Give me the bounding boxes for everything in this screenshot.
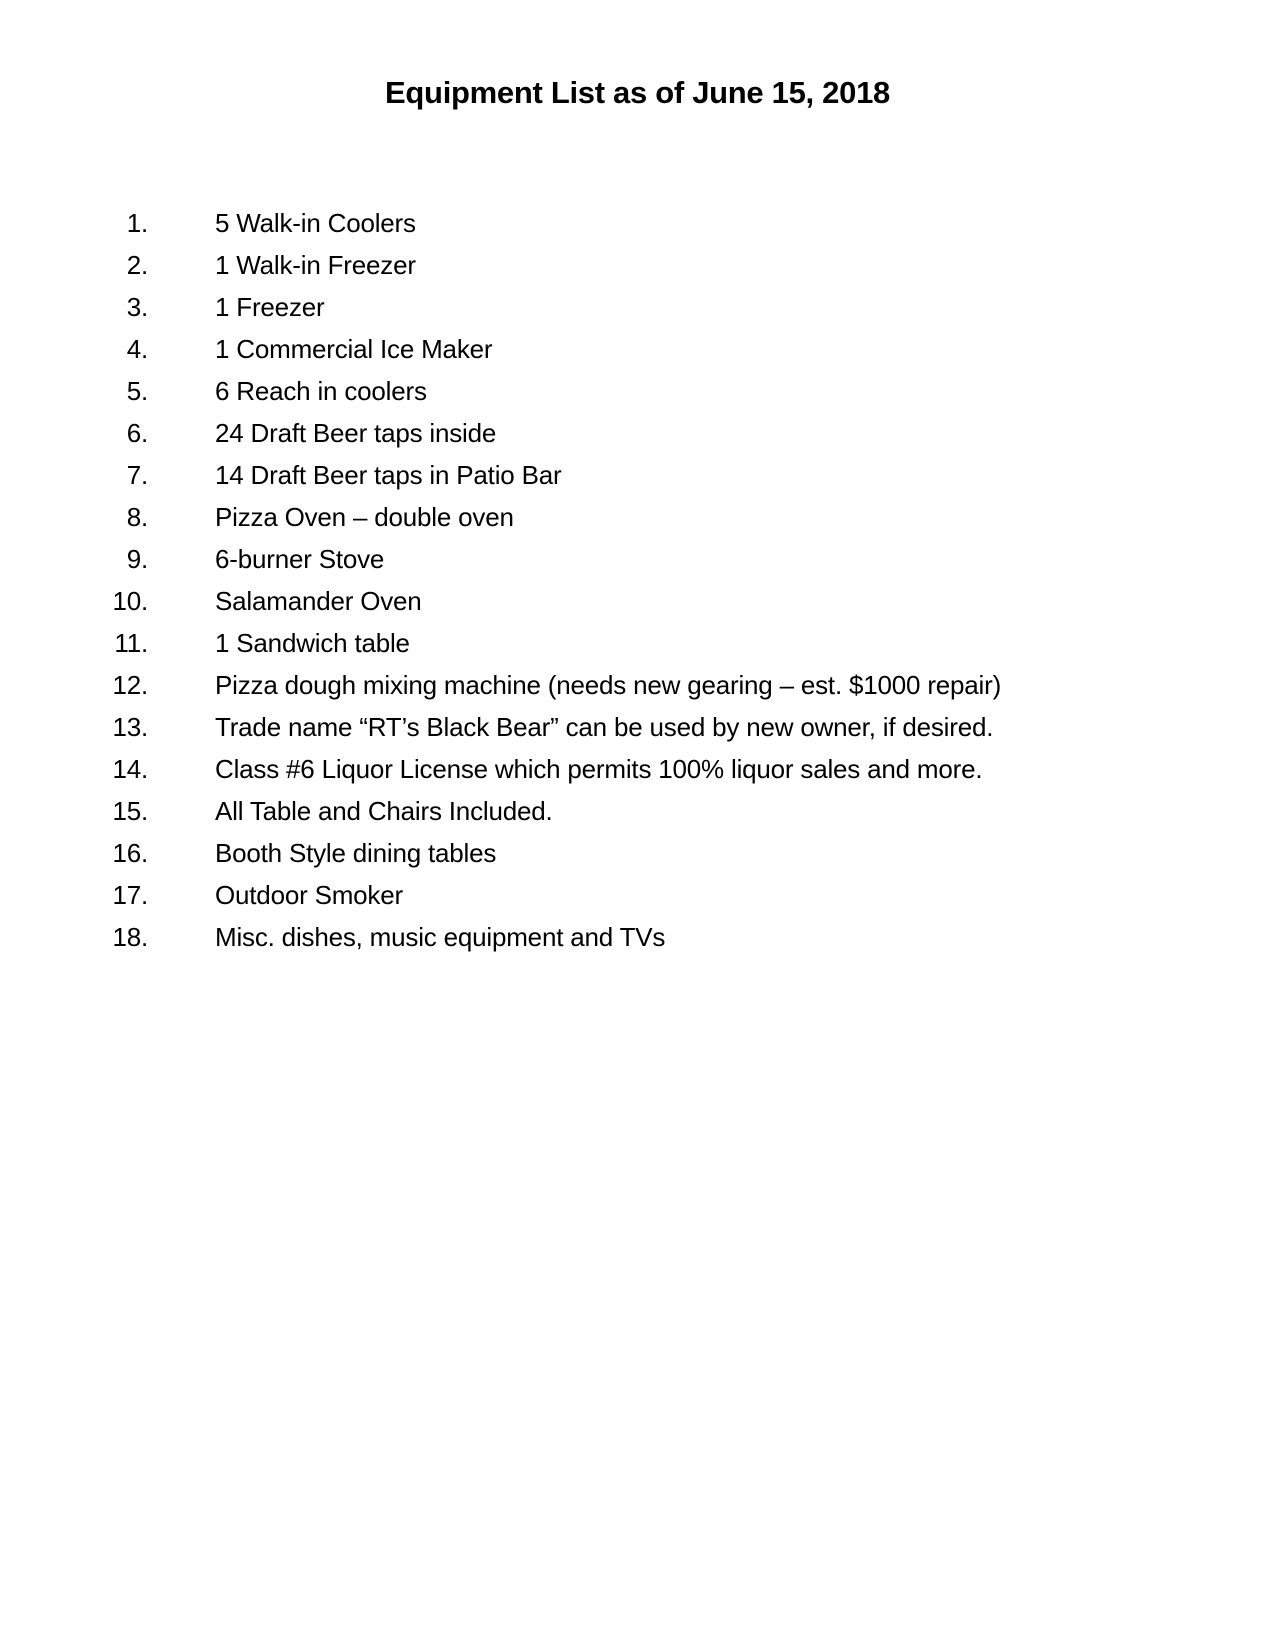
list-item-number: 11. (114, 628, 148, 658)
list-item-number: 12. (112, 670, 148, 700)
list-item (0, 244, 1275, 286)
list-item-number: 17. (112, 880, 148, 910)
list-item (0, 370, 1275, 412)
list-item (0, 454, 1275, 496)
list-item (0, 916, 1275, 958)
list-item (0, 832, 1275, 874)
list-item-number: 7. (126, 460, 148, 490)
list-item-text: 24 Draft Beer taps inside (215, 418, 497, 448)
list-item-text: Pizza Oven – double oven (215, 502, 514, 532)
list-item-text: All Table and Chairs Included. (215, 796, 553, 826)
list-item-text: 1 Freezer (215, 292, 325, 322)
equipment-list (0, 202, 1275, 958)
list-item-number: 6. (126, 418, 148, 448)
list-item-text: 6-burner Stove (215, 544, 385, 574)
list-item-text: Outdoor Smoker (215, 880, 403, 910)
list-item-number: 18. (112, 922, 148, 952)
list-item-text: 1 Walk-in Freezer (215, 250, 416, 280)
list-item-text: 5 Walk-in Coolers (215, 208, 416, 238)
list-item-number: 4. (126, 334, 148, 364)
list-item-number: 10. (112, 586, 148, 616)
page-title: Equipment List as of June 15, 2018 (385, 75, 890, 110)
list-item-number: 9. (126, 544, 148, 574)
list-item-number: 13. (112, 712, 148, 742)
list-item-number: 2. (126, 250, 148, 280)
list-item-text: 1 Commercial Ice Maker (215, 334, 493, 364)
list-item (0, 538, 1275, 580)
list-item-text: 1 Sandwich table (215, 628, 410, 658)
list-item-number: 14. (112, 754, 148, 784)
list-item (0, 706, 1275, 748)
list-item (0, 874, 1275, 916)
list-item (0, 748, 1275, 790)
list-item-number: 5. (126, 376, 148, 406)
list-item-text: 6 Reach in coolers (215, 376, 427, 406)
list-item-number: 16. (112, 838, 148, 868)
list-item (0, 790, 1275, 832)
list-item-number: 1. (126, 208, 148, 238)
list-item (0, 286, 1275, 328)
list-item (0, 622, 1275, 664)
list-item-text: Salamander Oven (215, 586, 422, 616)
list-item-number: 8. (126, 502, 148, 532)
list-item-text: Booth Style dining tables (215, 838, 497, 868)
list-item-text: Class #6 Liquor License which permits 100% liquor sales and more. (215, 754, 983, 784)
list-item-text: Pizza dough mixing machine (needs new gearing – est. $1000 repair) (215, 670, 1002, 700)
list-item (0, 496, 1275, 538)
list-item (0, 412, 1275, 454)
list-item (0, 580, 1275, 622)
list-item (0, 664, 1275, 706)
list-item (0, 328, 1275, 370)
list-item-text: Misc. dishes, music equipment and TVs (215, 922, 666, 952)
list-item-number: 3. (126, 292, 148, 322)
list-item-text: Trade name “RT’s Black Bear” can be used by new owner, if desired. (215, 712, 994, 742)
list-item-number: 15. (112, 796, 148, 826)
list-item-text: 14 Draft Beer taps in Patio Bar (215, 460, 562, 490)
list-item (0, 202, 1275, 244)
